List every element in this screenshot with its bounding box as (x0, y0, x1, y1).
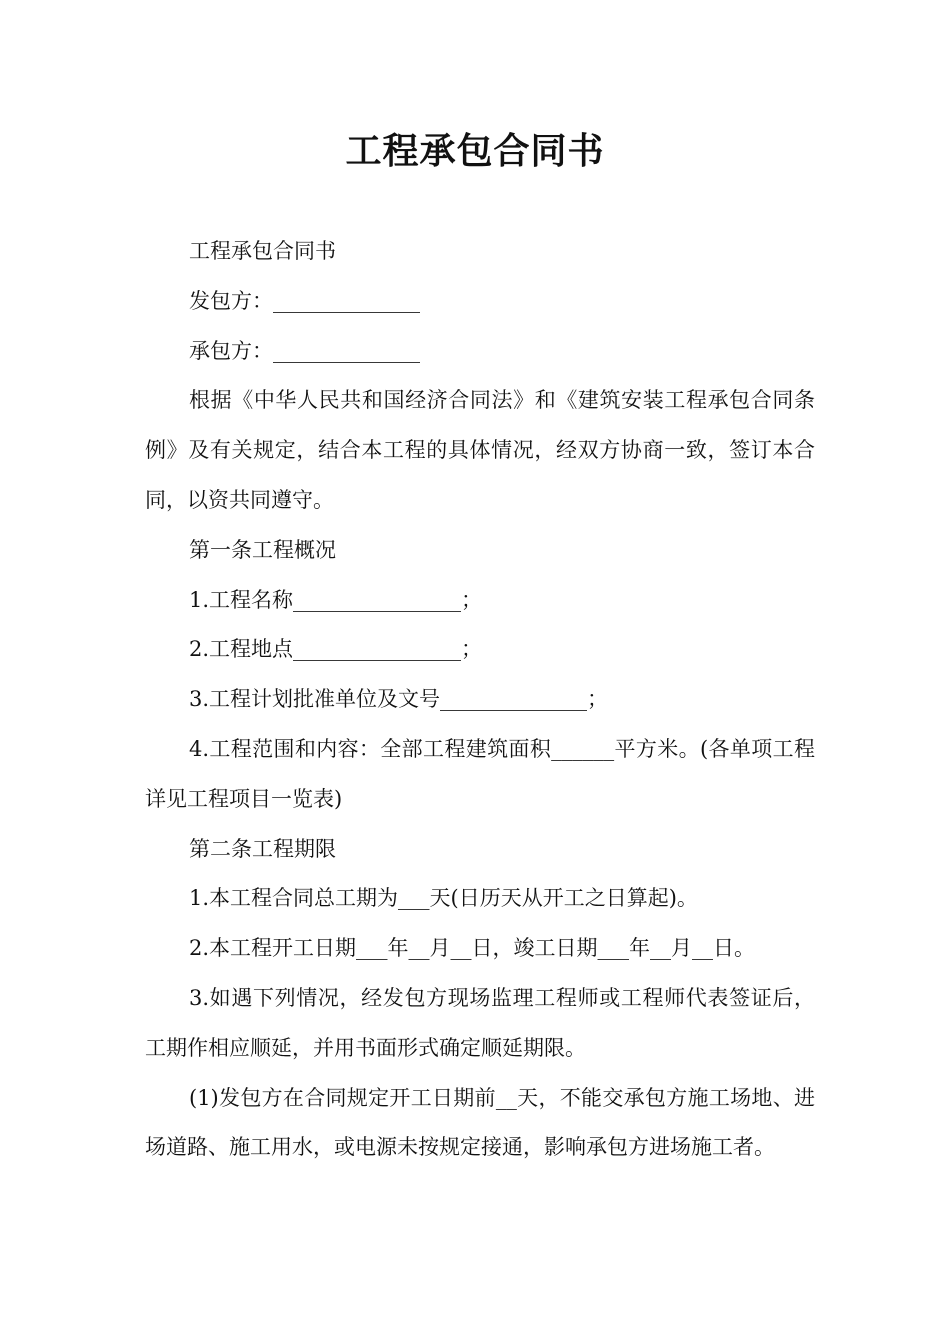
paragraph-approval: 3.工程计划批准单位及文号______________； (189, 687, 609, 712)
paragraph-scope: 4.工程范围和内容：全部工程建筑面积______平方米。(各单项工程详见工程项目一览表) (145, 736, 815, 811)
paragraph-dates: 2.本工程开工日期___年__月__日，竣工日期___年__月__日。 (189, 936, 756, 961)
paragraph-condition-1: (1)发包方在合同规定开工日期前__天，不能交承包方施工场地、进场道路、施工用水，或电源未按规定接通，影响承包方进场施工者。 (145, 1085, 815, 1160)
paragraph-article-1: 第一条工程概况 (189, 537, 336, 562)
paragraph-article-2: 第二条工程期限 (189, 836, 336, 861)
paragraph-extension: 3.如遇下列情况，经发包方现场监理工程师或工程师代表签证后，工期作相应顺延，并用书面形式确定顺延期限。 (145, 985, 815, 1060)
paragraph-project-location: 2.工程地点________________； (189, 637, 483, 662)
paragraph-employer: 发包方：______________ (189, 288, 420, 313)
document-title: 工程承包合同书 (345, 131, 605, 172)
paragraph-contractor: 承包方：______________ (189, 338, 420, 363)
paragraph-project-name: 1.工程名称________________； (189, 587, 483, 612)
paragraph-duration: 1.本工程合同总工期为___天(日历天从开工之日算起)。 (189, 886, 698, 911)
paragraph-heading: 工程承包合同书 (189, 239, 336, 263)
paragraph-preamble: 根据《中华人民共和国经济合同法》和《建筑安装工程承包合同条例》及有关规定，结合本工程的具体情况，经双方协商一致，签订本合同，以资共同遵守。 (145, 388, 815, 512)
document-body (145, 227, 815, 1173)
